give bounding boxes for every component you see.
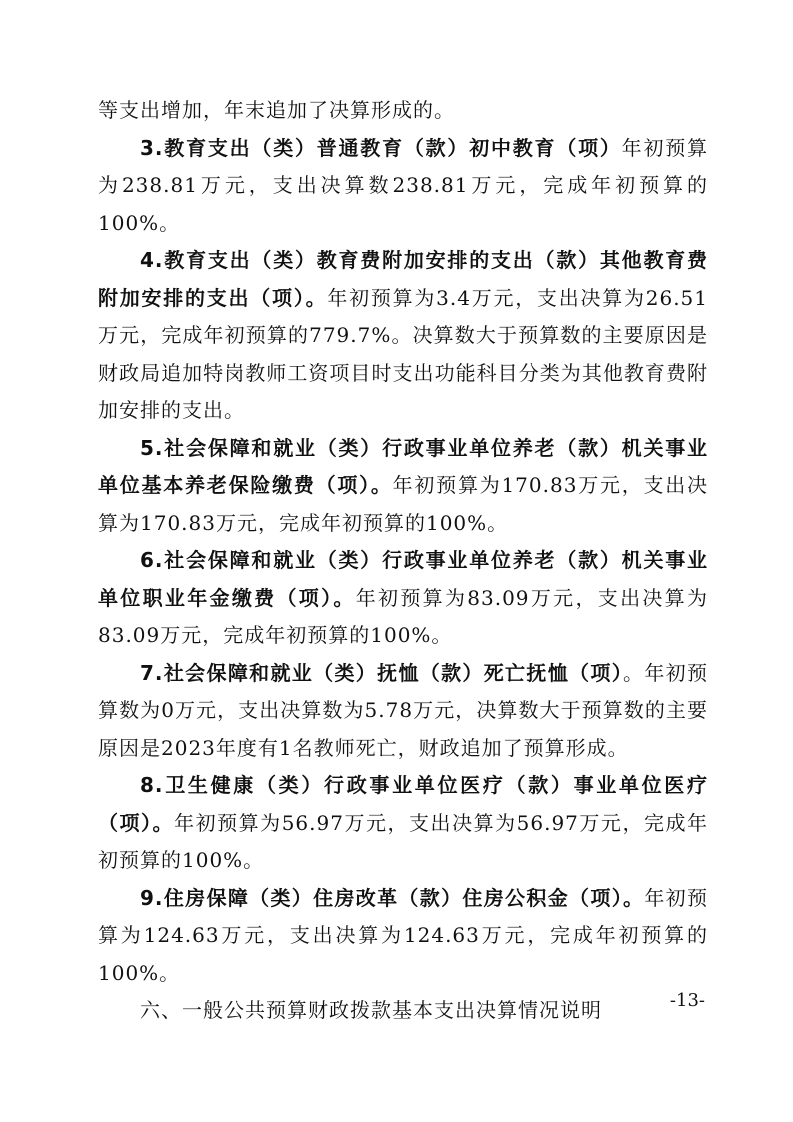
paragraph-item-8 — [98, 767, 708, 880]
paragraph-item-3 — [98, 130, 708, 243]
page-number: -13- — [669, 990, 705, 1011]
item-text: 年初预算为238.81万元，支出决算数238.81万元，完成年初预算的100%。 — [98, 135, 709, 235]
section-heading-text: 六、一般公共预算财政拨款基本支出决算情况说明 — [140, 998, 602, 1022]
item-heading: 5.社会保障和就业（类）行政事业单位养老（款）机关事业单位基本养老保险缴费（项）。 — [98, 435, 708, 497]
section-heading — [98, 992, 708, 1030]
item-text: 年初预算为83.09万元，支出决算为83.09万元，完成年初预算的100%。 — [98, 585, 708, 647]
item-heading: 6.社会保障和就业（类）行政事业单位养老（款）机关事业单位职业年金缴费（项）。 — [98, 548, 708, 610]
paragraph-continuation — [98, 92, 708, 130]
item-text: 年初预算为3.4万元，支出决算为26.51万元，完成年初预算的779.7%。决算数大于预算数的主要原因是财政局追加特岗教师工资项目时支出功能科目分类为其他教育费附加安排的支出。 — [98, 285, 709, 422]
paragraph-text: 等支出增加，年末追加了决算形成的。 — [98, 98, 455, 122]
item-heading: 3.教育支出（类）普通教育（款）初中教育（项） — [140, 135, 622, 160]
paragraph-item-5 — [98, 430, 708, 543]
item-heading: 8.卫生健康（类）行政事业单位医疗（款）事业单位医疗（项）。 — [98, 773, 708, 835]
item-heading: 7.社会保障和就业（类）抚恤（款）死亡抚恤（项） — [140, 660, 624, 685]
paragraph-item-7 — [98, 655, 708, 768]
item-heading: 9.住房保障（类）住房改革（款）住房公积金（项）。 — [140, 885, 645, 910]
paragraph-item-4 — [98, 242, 708, 430]
item-text: 年初预算为124.63万元，支出决算为124.63万元，完成年初预算的100%。 — [98, 885, 709, 985]
item-text: 年初预算为170.83万元，支出决算为170.83万元，完成年初预算的100%。 — [98, 473, 709, 535]
page-content — [98, 92, 708, 1030]
paragraph-item-9 — [98, 880, 708, 993]
paragraph-item-6 — [98, 542, 708, 655]
item-text: 年初预算为56.97万元，支出决算为56.97万元，完成年初预算的100%。 — [98, 810, 709, 872]
item-heading: 4.教育支出（类）教育费附加安排的支出（款）其他教育费附加安排的支出（项）。 — [98, 248, 708, 310]
item-text: 。年初预算数为0万元，支出决算数为5.78万元，决算数大于预算数的主要原因是2023年度有1名教师死亡，财政追加了预算形成。 — [98, 660, 709, 760]
